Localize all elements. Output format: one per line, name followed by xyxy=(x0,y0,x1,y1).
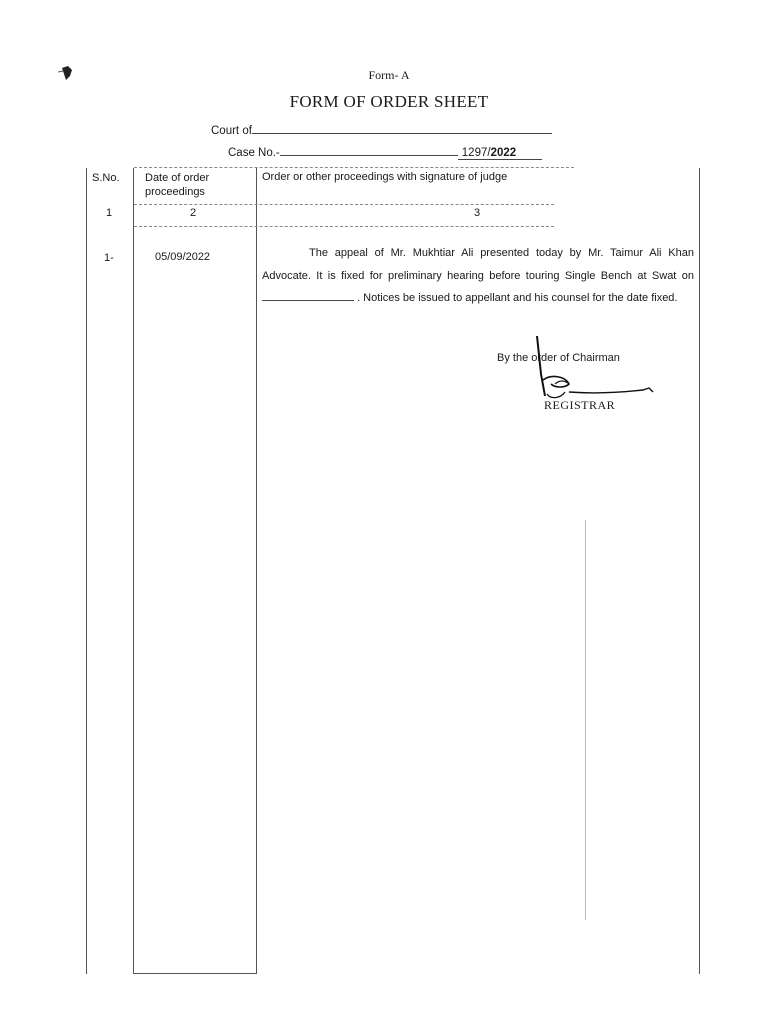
header-top-rule xyxy=(134,167,574,168)
table-right-border xyxy=(699,168,700,974)
column-number-3: 3 xyxy=(474,207,481,219)
registrar-label: REGISTRAR xyxy=(544,398,616,412)
case-label: Case No.- xyxy=(228,147,280,159)
column-number-1: 1 xyxy=(106,207,113,219)
column-divider-1 xyxy=(133,168,134,974)
court-field xyxy=(211,121,552,137)
header-bottom-rule xyxy=(134,204,554,205)
header-date: Date of order proceedings xyxy=(145,172,210,198)
column-number-2: 2 xyxy=(190,207,197,219)
header-order: Order or other proceedings with signature of judge xyxy=(262,171,508,183)
header-sno: S.No. xyxy=(92,172,120,184)
order-text-part2: . Notices be issued to appellant and his counsel for the date fixed. xyxy=(357,292,678,304)
case-number: 1297/2022 xyxy=(458,147,542,160)
form-label: Form- A xyxy=(368,68,410,82)
row-sno: 1- xyxy=(104,252,114,264)
page-title: FORM OF ORDER SHEET xyxy=(289,92,489,111)
hearing-date-blank xyxy=(262,290,354,301)
table-bottom-rule xyxy=(134,973,256,974)
order-text xyxy=(262,242,694,310)
by-order-line: By the order of Chairman xyxy=(497,352,620,364)
faint-margin-line xyxy=(585,520,586,920)
court-blank-line xyxy=(252,121,552,134)
court-label: Court of xyxy=(211,125,252,137)
case-blank-line xyxy=(280,143,458,156)
order-text-part1: The appeal of Mr. Mukhtiar Ali presented today by Mr. Taimur Ali Khan Advocate. It is fixed for preliminary hearing before touring Single Bench at Swat on xyxy=(262,247,694,282)
row-date: 05/09/2022 xyxy=(155,251,211,263)
column-divider-2 xyxy=(256,168,257,974)
case-number-field xyxy=(228,143,542,160)
column-number-rule xyxy=(134,226,554,227)
table-left-border xyxy=(86,168,87,974)
